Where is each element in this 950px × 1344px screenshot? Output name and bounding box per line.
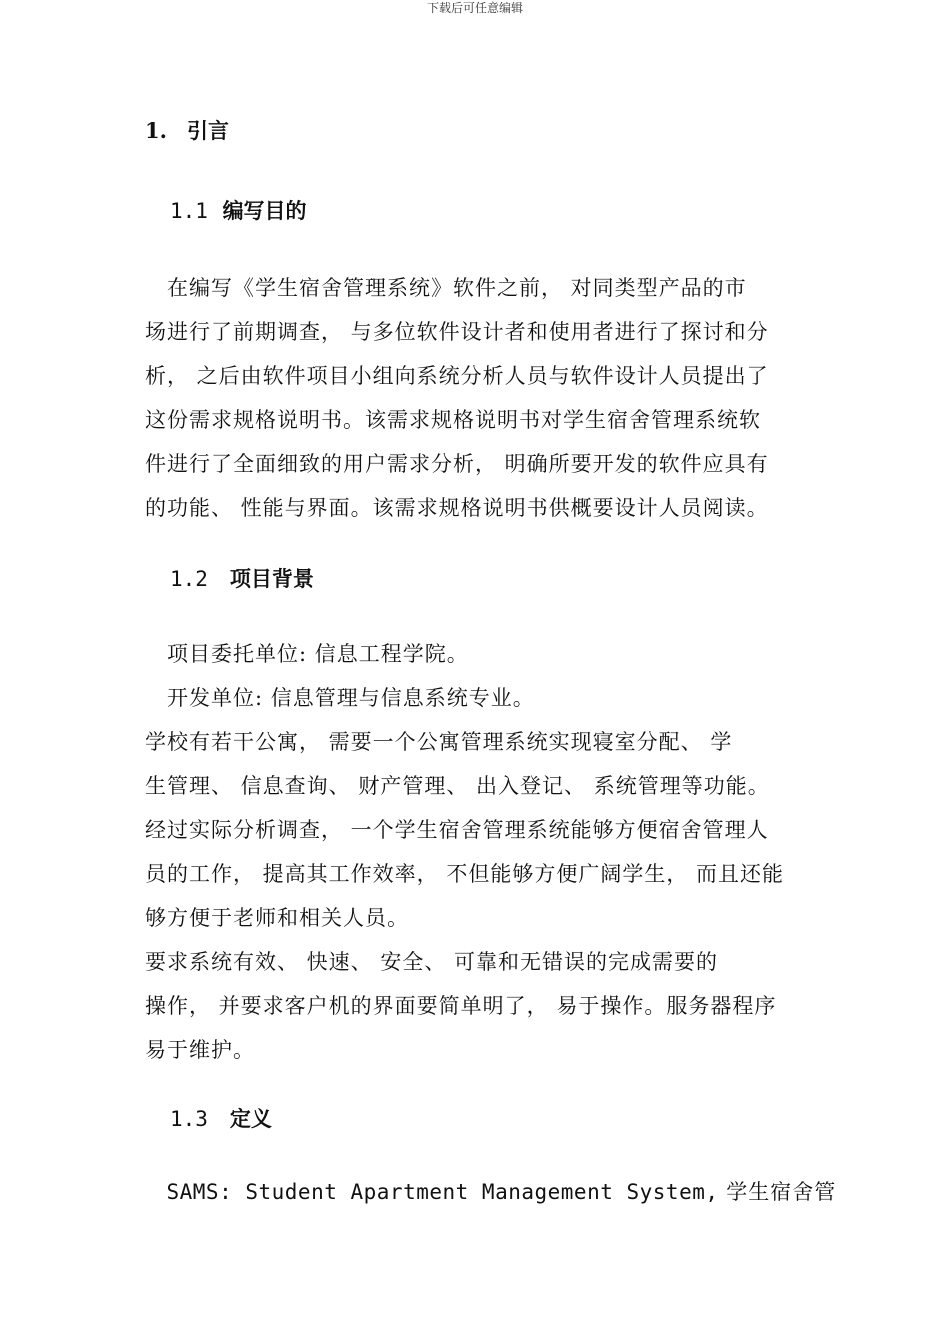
section-1-heading (145, 116, 229, 146)
definition-term: SAMS: Student Apartment Management System, (145, 1180, 719, 1204)
paragraph-line: 项目委托单位: 信息工程学院。 (145, 642, 469, 666)
section-1-3-paragraph (145, 1170, 837, 1214)
section-1-2-paragraph (145, 632, 810, 1072)
paragraph-line: 要求系统有效、 快速、 安全、 可靠和无错误的完成需要的 (145, 950, 719, 974)
section-1-number: 1. (145, 118, 167, 143)
paragraph-line: 操作， 并要求客户机的界面要简单明了， 易于操作。服务器程序 (145, 994, 777, 1018)
section-1-1-heading (170, 196, 307, 226)
paragraph-line (145, 1170, 837, 1214)
paragraph-line: 员的工作， 提高其工作效率， 不但能够方便广阔学生， 而且还能 (145, 862, 785, 886)
paragraph-line: 学校有若干公寓， 需要一个公寓管理系统实现寝室分配、 学 (145, 730, 733, 754)
paragraph-line: 生管理、 信息查询、 财产管理、 出入登记、 系统管理等功能。 (145, 774, 770, 798)
paragraph-line: 开发单位: 信息管理与信息系统专业。 (145, 686, 535, 710)
paragraph-line: 的功能、 性能与界面。该需求规格说明书供概要设计人员阅读。 (145, 496, 769, 520)
section-1-1-number: 1.1 (170, 199, 208, 223)
paragraph-line: 经过实际分析调查， 一个学生宿舍管理系统能够方便宿舍管理人 (145, 818, 769, 842)
paragraph-line: 析， 之后由软件项目小组向系统分析人员与软件设计人员提出了 (145, 364, 769, 388)
section-1-3-title: 定义 (229, 1106, 272, 1131)
section-1-1-paragraph (145, 266, 810, 530)
section-1-title: 引言 (187, 118, 229, 143)
section-1-2-heading (170, 564, 314, 594)
definition-text: 学生宿舍管 (718, 1180, 837, 1204)
section-1-2-number: 1.2 (170, 567, 208, 591)
section-1-1-title: 编写目的 (222, 198, 307, 223)
section-1-3-number: 1.3 (170, 1107, 208, 1131)
paragraph-line: 在编写《学生宿舍管理系统》软件之前， 对同类型产品的市 (145, 276, 747, 300)
paragraph-line: 够方便于老师和相关人员。 (145, 906, 409, 930)
paragraph-line: 易于维护。 (145, 1038, 255, 1062)
paragraph-line: 这份需求规格说明书。该需求规格说明书对学生宿舍管理系统软 (145, 408, 761, 432)
section-1-3-heading (170, 1104, 272, 1134)
page-header-note: 下载后可任意编辑 (426, 1, 523, 15)
section-1-2-title: 项目背景 (229, 566, 314, 591)
paragraph-line: 场进行了前期调查， 与多位软件设计者和使用者进行了探讨和分 (145, 320, 769, 344)
paragraph-line: 件进行了全面细致的用户需求分析， 明确所要开发的软件应具有 (145, 452, 769, 476)
